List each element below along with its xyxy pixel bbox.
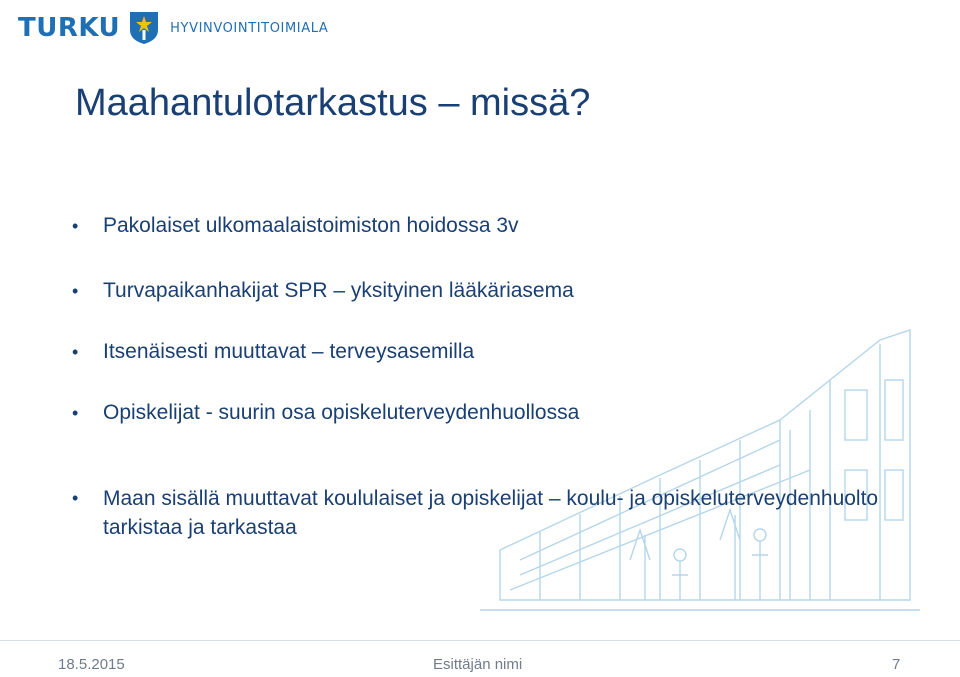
bullet-item: • Maan sisällä muuttavat koululaiset ja opiskelijat – koulu- ja opiskeluterveydenhuolto tarkistaa ja tarkastaa bbox=[72, 484, 912, 542]
bullet-item: • Itsenäisesti muuttavat – terveysasemilla bbox=[72, 338, 912, 366]
slide-title: Maahantulotarkastus – missä? bbox=[75, 82, 591, 124]
logo-word: TURKU bbox=[18, 13, 121, 43]
logo-subtitle: HYVINVOINTITOIMIALA bbox=[170, 20, 329, 36]
bullet-item: • Opiskelijat - suurin osa opiskeluterveydenhuollossa bbox=[72, 399, 912, 427]
turku-logo bbox=[18, 8, 328, 48]
footer-page-number: 7 bbox=[892, 656, 901, 673]
footer-presenter: Esittäjän nimi bbox=[433, 656, 523, 673]
bullet-item: • Pakolaiset ulkomaalaistoimiston hoidossa 3v bbox=[72, 212, 912, 240]
footer-divider bbox=[0, 640, 960, 641]
bullet-list bbox=[72, 212, 912, 542]
footer-date: 18.5.2015 bbox=[58, 656, 125, 673]
city-crest-icon bbox=[128, 10, 160, 46]
bullet-item: • Turvapaikanhakijat SPR – yksityinen lääkäriasema bbox=[72, 277, 912, 305]
